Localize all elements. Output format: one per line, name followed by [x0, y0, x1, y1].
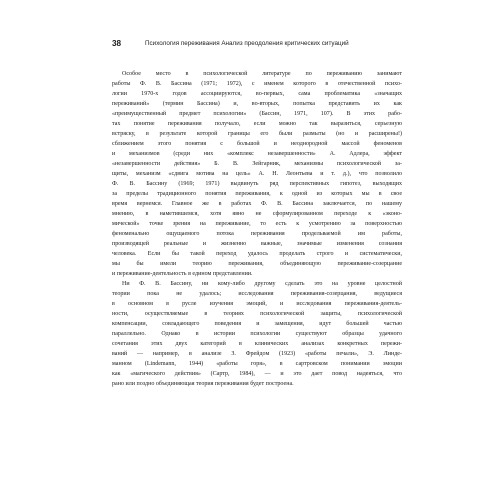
paragraph-2: [112, 279, 402, 389]
text-line: компенсации, совладающего поведения и замещения, идут большей частью: [112, 321, 402, 328]
text-line: за пределы традиционного понятия переживания, к одной из которых мы в свое: [112, 191, 402, 198]
page-header: [112, 37, 402, 49]
text-line: феноменально ощущаемого потока переживания продельваемой им работы,: [112, 231, 402, 238]
text-line: щиты, механизм «сдвига мотива на цель» А. Н. Леонтьева и т. д.), что позволило: [112, 171, 402, 178]
text-line: ваний — например, в анализе З. Фрейдом (1923) «работы печали», Э. Линде-: [112, 351, 402, 358]
text-line: Ф. В. Бассину (1969; 1971) выдвинуть ряд перспективных гипотез, выходящих: [112, 181, 402, 188]
text-line: теории пока не удалось; исследования переживания-созерцания, ведущиеся: [112, 291, 402, 298]
text-line: Ни Ф. В. Бассину, ни кому-либо другому сделать это на уровне целостной: [122, 281, 402, 288]
text-line: работы Ф. В. Бассина (1971; 1972), с именем которого в отечественной психо-: [112, 81, 402, 88]
text-line: и переживание-деятельность в едином представлении.: [112, 271, 253, 278]
text-line: параллельно. Однако в истории психологии существуют образцы удачного: [112, 331, 402, 338]
text-line: производящей реальные и жизненно важные, значимые изменения сознания: [112, 241, 402, 248]
text-line: Особое место в психологической литературе по переживанию занимают: [122, 71, 402, 77]
text-line: время вернемся. Главное же в работах Ф. В. Бассина заключается, по нашему: [112, 201, 402, 208]
page-body: [112, 69, 402, 390]
text-line: человека. Если бы такой переход удалось проделать строго и систематически,: [112, 251, 402, 258]
text-line: мнению, в наметившемся, хотя явно не сформулированном переходе к «эконо-: [112, 211, 402, 218]
text-line: манном (Lindemann, 1944) «работы горя», в сартровском понимании эмоции: [112, 361, 402, 368]
text-line: и механизмов (среди них «комплекс незавершенности» А. Адлера, эффект: [112, 151, 402, 158]
text-line: сближением этого понятия с большой и неоднородной массой феноменов: [112, 141, 402, 148]
text-line: логии 1970-х годов ассоциируются, во-первых, сама проблематика «значащих: [112, 91, 402, 98]
text-line: ности, осуществляемые в теориях психологической защиты, психологической: [112, 311, 402, 318]
text-line: «незавершенности действия» Б. В. Зейгарник, механизмы психологической за-: [112, 161, 402, 168]
text-line: в основном в русле изучения эмоций, и исследования переживания-деятель-: [112, 301, 402, 308]
page-number: 38: [112, 38, 122, 48]
paragraph-1: [112, 69, 402, 279]
text-line: переживаний» (термин Бассина) и, во-вторых, попытка представить их как: [112, 101, 402, 108]
running-head: Психология переживания Анализ преодоления критических ситуаций: [145, 39, 349, 47]
text-line: мы бы имели теорию переживания, объединяющую переживание-созерцание: [112, 261, 402, 268]
text-line: тах понятие переживания получало, если можно так выразиться, серьезную: [112, 121, 402, 128]
text-line: встряску, в результате которой границы его были размыты (но и расширены!): [112, 131, 402, 138]
text-line: сочетания этих двух категорий в клинических анализах конкретных пережи-: [112, 341, 402, 348]
text-line: как «магического действия» (Сартр, 1984), — и это дает повод надеяться, что: [112, 371, 402, 378]
text-line: «преимущественный предмет психологии» (Бассин, 1971, 107). В этих рабо-: [112, 111, 402, 118]
text-line: рано или поздно объединяющая теория переживания будет построена.: [112, 381, 294, 388]
text-line: мической» точке зрения на переживание, то есть к усмотрению за поверхностью: [112, 221, 402, 228]
